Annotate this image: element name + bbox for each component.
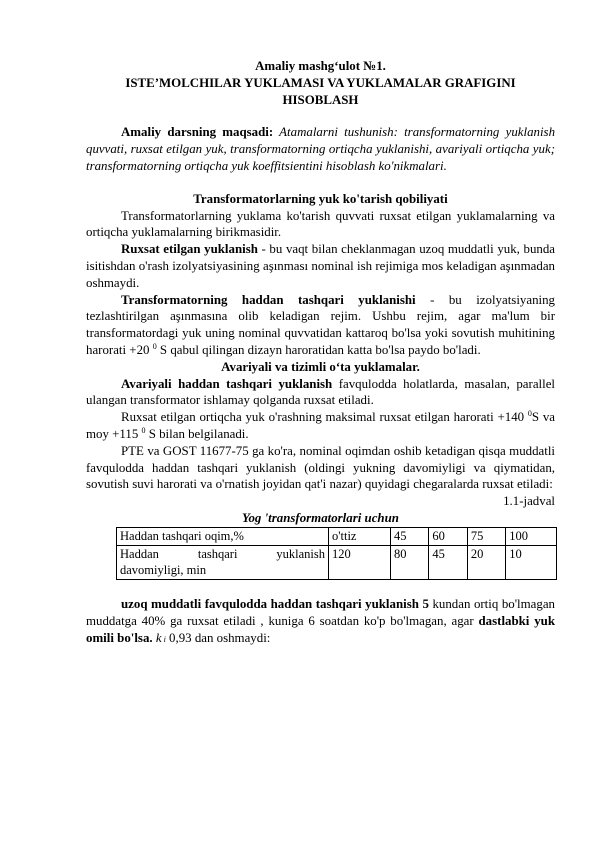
overload-definition: - bu izolyatsiyaning tezlashtirilgan aşınmasına olib keladigan rejim. Ushbu rejim, agar ma'lum bir transformatordagi yuk uning nominal quvvatidan kattaroq bo'lsa yoki sovutish muhitining harorati +20 (86, 292, 555, 357)
table-cell: 80 (391, 545, 429, 580)
degree-superscript: 0 (527, 409, 532, 419)
aim-text: Atamalarni tushunish: transformatorning yuklanish quvvati, ruxsat etilgan yuk, transformatorning ortiqcha yuklanishi, avariyali ortiqcha yuk; transformatorning ortiqcha yuk koeffitsientini hisoblash ko'nikmalari. (86, 125, 556, 173)
allowed-load-definition: - bu vaqt bilan cheklanmagan uzoq muddatli yuk, bunda isitishdan o'rash izolyatsiyasining aşınması nominal ish rejimiga mos keladigan aşınmadan oshmaydi. (86, 242, 556, 290)
temperature-text-a: Ruxsat etilgan ortiqcha yuk o'rashning maksimal ruxsat etilgan harorati +140 (121, 410, 528, 425)
allowed-load-term: Ruxsat etilgan yuklanish (121, 242, 258, 257)
emergency-overload-definition: favqulodda holatlarda, masalan, parallel ulangan transformator ishlamay qolganda ruxsat etiladi. (86, 376, 556, 408)
section2-paragraph1 (86, 376, 555, 410)
table-cell: 20 (467, 545, 505, 580)
table-cell: 60 (429, 527, 467, 545)
topic-title-line2: HISOBLASH (282, 92, 359, 107)
table-cell: 10 (506, 545, 557, 580)
table-cell: 75 (467, 527, 505, 545)
final-text-a: kundan ortiq bo'lmagan muddatga 40% ga ruxsat etiladi , kuniga 6 soatdan ko'p bo'lmagan, agar (86, 597, 555, 628)
final-paragraph (86, 596, 555, 648)
final-text-b: 0,93 dan oshmaydi: (165, 630, 271, 645)
overload-term: Transformatorning haddan tashqari yuklanishi (121, 292, 416, 307)
k-symbol: k (152, 630, 162, 645)
k-subscript: i (161, 634, 166, 644)
aim-label: Amaliy darsning maqsadi: (121, 125, 274, 140)
table-row (117, 545, 557, 580)
aim-paragraph (86, 124, 555, 174)
section2-paragraph3: PTE va GOST 11677-75 ga ko'ra, nominal oqimdan oshib ketadigan qisqa muddatli favqulodda haddan tashqari yuklanish (oldingi yukning davomiyligi va qiymatidan, sovutish suvi harorati va o'rnatish joyidan qat'i nazar) quyidagi chegaralarda ruxsat etiladi: (86, 443, 555, 492)
emergency-overload-term: Avariyali haddan tashqari yuklanish (121, 376, 333, 391)
topic-title-line1: ISTE’MOLCHILAR YUKLAMASI VA YUKLAMALAR GRAFIGINI (125, 75, 516, 90)
section2-heading: Avariyali va tizimli o‘ta yuklamalar. (221, 359, 420, 374)
long-term-overload-term: uzoq muddatli favqulodda haddan tashqari yuklanish 5 (121, 597, 429, 612)
section1-paragraph1: Transformatorlarning yuklama ko'tarish quvvati ruxsat etilgan yuklamalarning va ortiqcha yuklamalarning birikmasidir. (86, 208, 555, 240)
table-cell: 45 (429, 545, 467, 580)
practice-title: Amaliy mashg‘ulot №1. (255, 59, 386, 73)
table-number: 1.1-jadval (503, 494, 555, 509)
table-cell: o'ttiz (329, 527, 391, 545)
table-cell: 100 (506, 527, 557, 545)
section1-paragraph3 (86, 292, 555, 359)
degree-superscript: 0 (141, 425, 146, 435)
table-caption: Yog 'transformatorlari uchun (242, 510, 399, 525)
table-cell-label (117, 545, 329, 580)
table-label-line1: Haddan tashqari yuklanish (120, 546, 325, 561)
degree-superscript: 0 (152, 341, 157, 351)
initial-load-factor-term: dastlabki yuk omili bo'lsa. (86, 613, 555, 645)
table-cell-label: Haddan tashqari oqim,% (117, 527, 329, 545)
overload-definition-end: S qabul qilingan dizayn haroratidan katta bo'lsa paydo bo'ladi. (156, 342, 481, 357)
table-label-line2: davomiyligi, min (120, 563, 207, 578)
section1-paragraph2 (86, 241, 555, 291)
table-cell: 120 (329, 545, 391, 580)
overload-table (116, 527, 557, 580)
temperature-text-c: S bilan belgilanadi. (145, 426, 249, 441)
table-cell: 45 (391, 527, 429, 545)
table-row (117, 527, 557, 545)
section1-heading: Transformatorlarning yuk ko'tarish qobiliyati (193, 191, 448, 206)
section2-paragraph2 (86, 409, 555, 443)
temperature-text-b: S va moy +115 (86, 410, 555, 441)
